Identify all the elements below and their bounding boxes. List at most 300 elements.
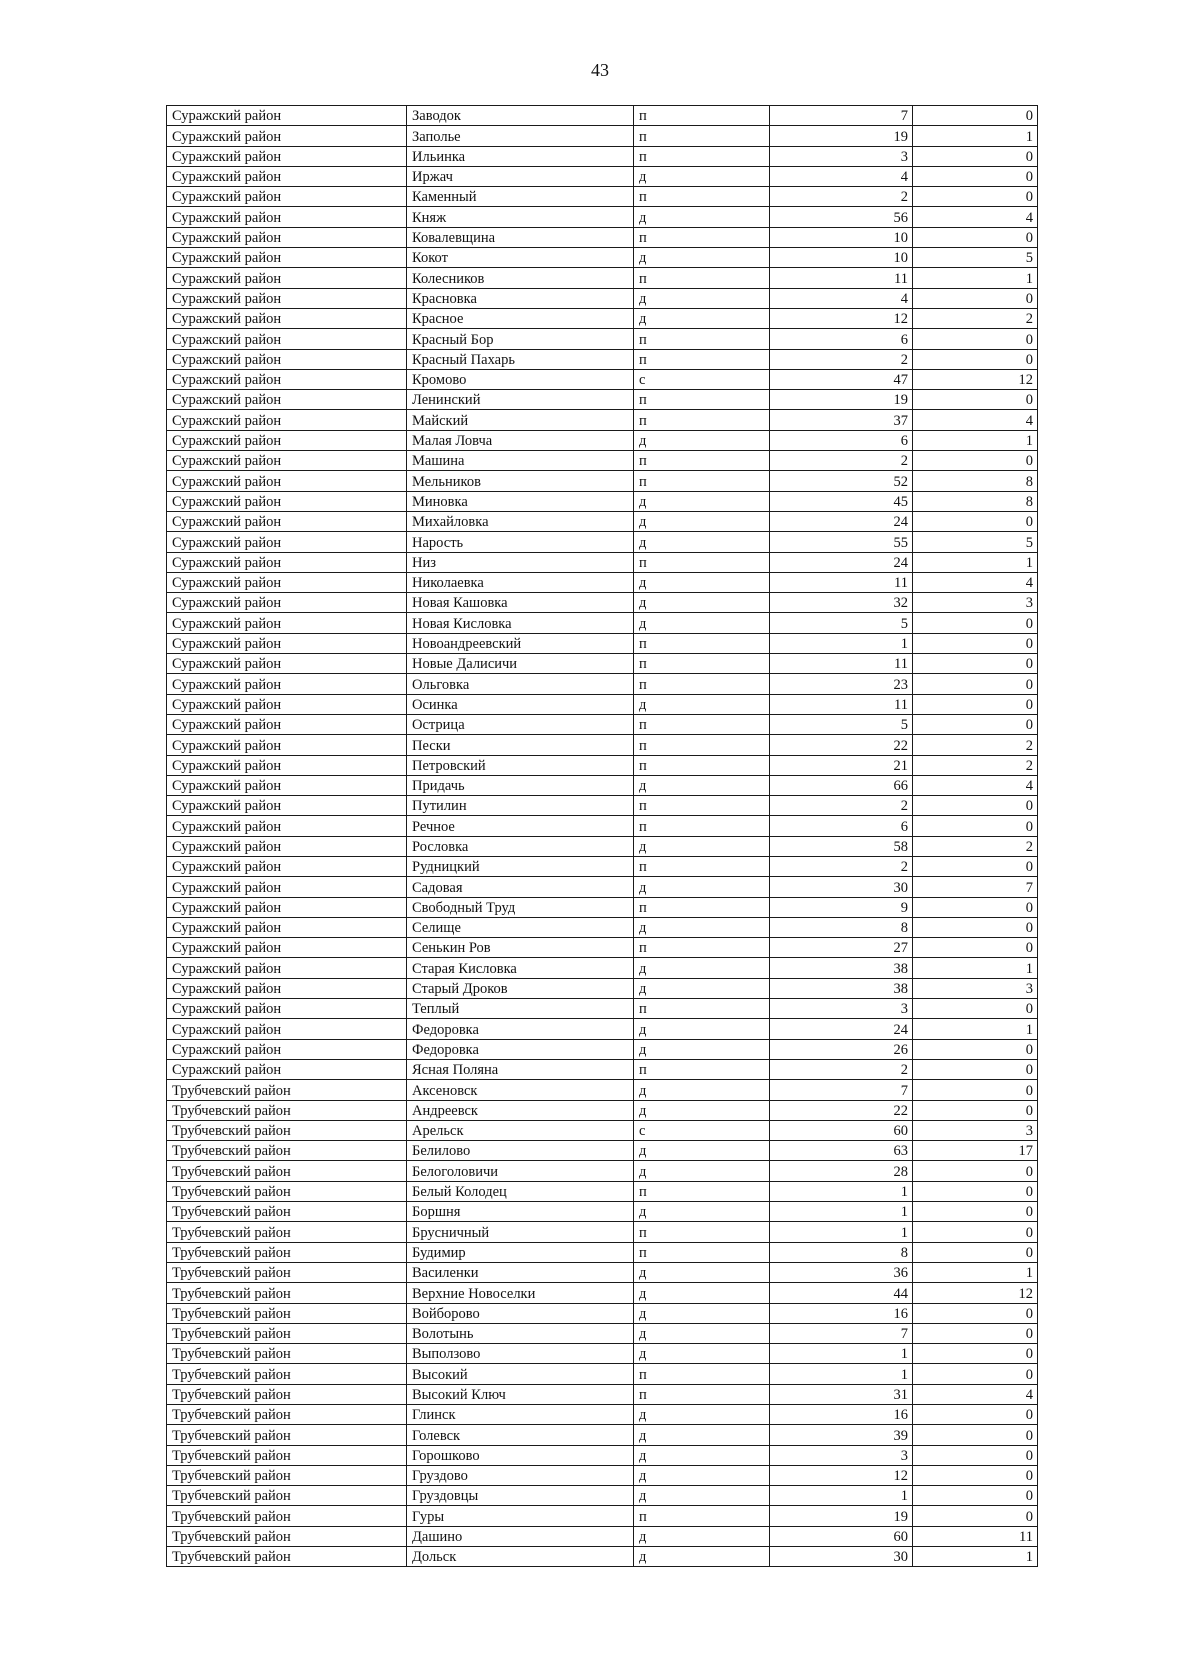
type-cell: п	[634, 410, 770, 430]
value-2-cell: 0	[913, 1405, 1038, 1425]
type-cell: п	[634, 349, 770, 369]
settlement-cell: Верхние Новоселки	[407, 1283, 634, 1303]
type-cell: п	[634, 735, 770, 755]
type-cell: д	[634, 511, 770, 531]
district-cell: Суражский район	[167, 593, 407, 613]
settlement-cell: Красное	[407, 308, 634, 328]
value-1-cell: 11	[770, 268, 913, 288]
district-cell: Трубчевский район	[167, 1100, 407, 1120]
settlement-cell: Красный Пахарь	[407, 349, 634, 369]
type-cell: п	[634, 552, 770, 572]
settlement-cell: Рословка	[407, 836, 634, 856]
table-row	[167, 451, 1038, 471]
settlement-cell: Дашино	[407, 1526, 634, 1546]
district-cell: Суражский район	[167, 227, 407, 247]
value-1-cell: 60	[770, 1120, 913, 1140]
value-2-cell: 0	[913, 187, 1038, 207]
settlement-cell: Острица	[407, 714, 634, 734]
type-cell: п	[634, 856, 770, 876]
value-2-cell: 0	[913, 917, 1038, 937]
settlement-cell: Красновка	[407, 288, 634, 308]
settlement-cell: Малая Ловча	[407, 430, 634, 450]
table-row	[167, 1181, 1038, 1201]
table-row	[167, 207, 1038, 227]
district-cell: Суражский район	[167, 268, 407, 288]
type-cell: д	[634, 572, 770, 592]
district-cell: Трубчевский район	[167, 1364, 407, 1384]
table-row	[167, 1445, 1038, 1465]
value-1-cell: 7	[770, 1080, 913, 1100]
value-1-cell: 56	[770, 207, 913, 227]
value-2-cell: 17	[913, 1141, 1038, 1161]
type-cell: д	[634, 593, 770, 613]
value-2-cell: 0	[913, 796, 1038, 816]
value-2-cell: 0	[913, 511, 1038, 531]
table-row	[167, 755, 1038, 775]
value-1-cell: 19	[770, 1506, 913, 1526]
value-1-cell: 10	[770, 248, 913, 268]
settlement-cell: Иржач	[407, 166, 634, 186]
settlement-cell: Придачь	[407, 775, 634, 795]
district-cell: Суражский район	[167, 674, 407, 694]
type-cell: д	[634, 775, 770, 795]
settlement-cell: Голевск	[407, 1425, 634, 1445]
type-cell: п	[634, 816, 770, 836]
settlement-cell: Ольговка	[407, 674, 634, 694]
value-2-cell: 8	[913, 491, 1038, 511]
settlement-cell: Миновка	[407, 491, 634, 511]
type-cell: с	[634, 1120, 770, 1140]
district-cell: Суражский район	[167, 126, 407, 146]
settlement-cell: Михайловка	[407, 511, 634, 531]
district-cell: Суражский район	[167, 1059, 407, 1079]
value-1-cell: 2	[770, 856, 913, 876]
table-row	[167, 288, 1038, 308]
value-2-cell: 0	[913, 227, 1038, 247]
type-cell: д	[634, 877, 770, 897]
district-cell: Суражский район	[167, 207, 407, 227]
type-cell: с	[634, 369, 770, 389]
table-row	[167, 1465, 1038, 1485]
settlement-cell: Горошково	[407, 1445, 634, 1465]
settlement-cell: Красный Бор	[407, 329, 634, 349]
type-cell: п	[634, 268, 770, 288]
value-1-cell: 6	[770, 430, 913, 450]
value-1-cell: 24	[770, 511, 913, 531]
value-1-cell: 21	[770, 755, 913, 775]
value-1-cell: 7	[770, 1323, 913, 1343]
table-row	[167, 1202, 1038, 1222]
table-row	[167, 1526, 1038, 1546]
settlement-cell: Старый Дроков	[407, 978, 634, 998]
district-cell: Суражский район	[167, 349, 407, 369]
district-cell: Суражский район	[167, 187, 407, 207]
type-cell: д	[634, 836, 770, 856]
district-cell: Суражский район	[167, 572, 407, 592]
settlement-cell: Арельск	[407, 1120, 634, 1140]
type-cell: д	[634, 1405, 770, 1425]
type-cell: п	[634, 999, 770, 1019]
settlement-cell: Свободный Труд	[407, 897, 634, 917]
table-row	[167, 471, 1038, 491]
settlement-cell: Дольск	[407, 1547, 634, 1567]
value-2-cell: 0	[913, 674, 1038, 694]
value-1-cell: 1	[770, 633, 913, 653]
value-1-cell: 30	[770, 1547, 913, 1567]
district-cell: Трубчевский район	[167, 1141, 407, 1161]
table-row	[167, 958, 1038, 978]
table-row	[167, 166, 1038, 186]
value-1-cell: 3	[770, 146, 913, 166]
value-1-cell: 26	[770, 1039, 913, 1059]
value-2-cell: 0	[913, 1425, 1038, 1445]
type-cell: д	[634, 694, 770, 714]
table-row	[167, 1405, 1038, 1425]
value-1-cell: 2	[770, 349, 913, 369]
district-cell: Суражский район	[167, 735, 407, 755]
table-row	[167, 1384, 1038, 1404]
table-row	[167, 491, 1038, 511]
settlement-cell: Рудницкий	[407, 856, 634, 876]
type-cell: д	[634, 978, 770, 998]
table-row	[167, 1141, 1038, 1161]
table-row	[167, 552, 1038, 572]
district-cell: Суражский район	[167, 897, 407, 917]
value-2-cell: 0	[913, 1100, 1038, 1120]
value-1-cell: 24	[770, 1019, 913, 1039]
value-2-cell: 0	[913, 166, 1038, 186]
value-1-cell: 11	[770, 694, 913, 714]
type-cell: д	[634, 308, 770, 328]
district-cell: Суражский район	[167, 511, 407, 531]
value-1-cell: 37	[770, 410, 913, 430]
value-1-cell: 16	[770, 1405, 913, 1425]
table-row	[167, 613, 1038, 633]
settlement-cell: Садовая	[407, 877, 634, 897]
value-2-cell: 4	[913, 775, 1038, 795]
value-1-cell: 6	[770, 329, 913, 349]
table-row	[167, 978, 1038, 998]
value-1-cell: 1	[770, 1181, 913, 1201]
type-cell: д	[634, 491, 770, 511]
district-cell: Суражский район	[167, 1039, 407, 1059]
value-1-cell: 39	[770, 1425, 913, 1445]
settlement-cell: Федоровка	[407, 1019, 634, 1039]
value-2-cell: 0	[913, 999, 1038, 1019]
table-row	[167, 1222, 1038, 1242]
value-2-cell: 0	[913, 1080, 1038, 1100]
settlement-cell: Селище	[407, 917, 634, 937]
district-cell: Суражский район	[167, 308, 407, 328]
district-cell: Трубчевский район	[167, 1445, 407, 1465]
type-cell: п	[634, 938, 770, 958]
value-1-cell: 22	[770, 735, 913, 755]
table-row	[167, 187, 1038, 207]
district-cell: Суражский район	[167, 633, 407, 653]
value-1-cell: 1	[770, 1486, 913, 1506]
value-2-cell: 3	[913, 978, 1038, 998]
table-row	[167, 1242, 1038, 1262]
value-2-cell: 0	[913, 288, 1038, 308]
table-row	[167, 938, 1038, 958]
value-1-cell: 38	[770, 958, 913, 978]
settlement-cell: Ковалевщина	[407, 227, 634, 247]
settlement-cell: Сенькин Ров	[407, 938, 634, 958]
value-2-cell: 2	[913, 308, 1038, 328]
type-cell: п	[634, 471, 770, 491]
type-cell: п	[634, 633, 770, 653]
value-2-cell: 0	[913, 1161, 1038, 1181]
value-1-cell: 52	[770, 471, 913, 491]
value-2-cell: 0	[913, 390, 1038, 410]
district-cell: Трубчевский район	[167, 1161, 407, 1181]
table-row	[167, 775, 1038, 795]
value-2-cell: 0	[913, 856, 1038, 876]
value-2-cell: 0	[913, 1364, 1038, 1384]
type-cell: д	[634, 1526, 770, 1546]
value-1-cell: 8	[770, 917, 913, 937]
value-2-cell: 3	[913, 593, 1038, 613]
value-2-cell: 12	[913, 369, 1038, 389]
type-cell: д	[634, 1547, 770, 1567]
type-cell: д	[634, 288, 770, 308]
district-cell: Суражский район	[167, 694, 407, 714]
type-cell: п	[634, 390, 770, 410]
type-cell: д	[634, 248, 770, 268]
table-row	[167, 126, 1038, 146]
settlement-cell: Аксеновск	[407, 1080, 634, 1100]
value-2-cell: 0	[913, 1181, 1038, 1201]
type-cell: д	[634, 1486, 770, 1506]
settlement-cell: Майский	[407, 410, 634, 430]
district-cell: Трубчевский район	[167, 1547, 407, 1567]
table-row	[167, 146, 1038, 166]
value-2-cell: 0	[913, 816, 1038, 836]
table-row	[167, 1120, 1038, 1140]
district-cell: Суражский район	[167, 938, 407, 958]
type-cell: д	[634, 1262, 770, 1282]
value-2-cell: 0	[913, 1202, 1038, 1222]
type-cell: д	[634, 1080, 770, 1100]
table-row	[167, 1547, 1038, 1567]
type-cell: д	[634, 1303, 770, 1323]
district-cell: Суражский район	[167, 613, 407, 633]
district-cell: Суражский район	[167, 714, 407, 734]
value-1-cell: 55	[770, 532, 913, 552]
district-cell: Суражский район	[167, 856, 407, 876]
settlement-cell: Белый Колодец	[407, 1181, 634, 1201]
value-1-cell: 12	[770, 1465, 913, 1485]
value-1-cell: 44	[770, 1283, 913, 1303]
table-row	[167, 1161, 1038, 1181]
type-cell: п	[634, 1059, 770, 1079]
table-row	[167, 268, 1038, 288]
value-1-cell: 4	[770, 166, 913, 186]
table-row	[167, 308, 1038, 328]
district-cell: Суражский район	[167, 248, 407, 268]
value-1-cell: 22	[770, 1100, 913, 1120]
table-row	[167, 511, 1038, 531]
district-cell: Трубчевский район	[167, 1222, 407, 1242]
value-2-cell: 2	[913, 755, 1038, 775]
type-cell: п	[634, 1242, 770, 1262]
value-1-cell: 10	[770, 227, 913, 247]
district-cell: Трубчевский район	[167, 1242, 407, 1262]
settlement-cell: Ясная Поляна	[407, 1059, 634, 1079]
table-row	[167, 572, 1038, 592]
district-cell: Суражский район	[167, 552, 407, 572]
district-cell: Суражский район	[167, 288, 407, 308]
type-cell: д	[634, 1344, 770, 1364]
type-cell: д	[634, 1323, 770, 1343]
value-1-cell: 4	[770, 288, 913, 308]
value-1-cell: 45	[770, 491, 913, 511]
value-2-cell: 0	[913, 1059, 1038, 1079]
district-cell: Суражский район	[167, 755, 407, 775]
type-cell: п	[634, 1222, 770, 1242]
settlement-cell: Высокий Ключ	[407, 1384, 634, 1404]
settlement-cell: Войборово	[407, 1303, 634, 1323]
settlement-cell: Николаевка	[407, 572, 634, 592]
district-cell: Трубчевский район	[167, 1526, 407, 1546]
settlement-cell: Осинка	[407, 694, 634, 714]
district-cell: Суражский район	[167, 877, 407, 897]
type-cell: п	[634, 146, 770, 166]
type-cell: д	[634, 1425, 770, 1445]
value-2-cell: 11	[913, 1526, 1038, 1546]
value-2-cell: 0	[913, 938, 1038, 958]
district-cell: Трубчевский район	[167, 1181, 407, 1201]
value-1-cell: 6	[770, 816, 913, 836]
table-row	[167, 897, 1038, 917]
type-cell: п	[634, 796, 770, 816]
table-row	[167, 390, 1038, 410]
value-2-cell: 0	[913, 349, 1038, 369]
value-2-cell: 0	[913, 329, 1038, 349]
value-1-cell: 30	[770, 877, 913, 897]
district-cell: Суражский район	[167, 471, 407, 491]
type-cell: д	[634, 1283, 770, 1303]
table-body	[167, 106, 1038, 1567]
value-2-cell: 2	[913, 836, 1038, 856]
district-cell: Суражский район	[167, 796, 407, 816]
district-cell: Суражский район	[167, 978, 407, 998]
table-row	[167, 1303, 1038, 1323]
settlement-cell: Андреевск	[407, 1100, 634, 1120]
settlement-cell: Гуры	[407, 1506, 634, 1526]
value-1-cell: 28	[770, 1161, 913, 1181]
type-cell: д	[634, 1141, 770, 1161]
settlement-cell: Новая Кашовка	[407, 593, 634, 613]
value-2-cell: 5	[913, 532, 1038, 552]
settlement-cell: Колесников	[407, 268, 634, 288]
settlement-cell: Боршня	[407, 1202, 634, 1222]
district-cell: Суражский район	[167, 816, 407, 836]
value-2-cell: 0	[913, 1039, 1038, 1059]
value-2-cell: 1	[913, 1547, 1038, 1567]
value-1-cell: 11	[770, 654, 913, 674]
table-row	[167, 369, 1038, 389]
type-cell: д	[634, 1019, 770, 1039]
value-1-cell: 2	[770, 796, 913, 816]
value-2-cell: 2	[913, 735, 1038, 755]
page-number: 43	[591, 60, 609, 80]
table-row	[167, 349, 1038, 369]
settlement-cell: Белоголовичи	[407, 1161, 634, 1181]
table-row	[167, 1039, 1038, 1059]
district-cell: Суражский район	[167, 654, 407, 674]
settlement-cell: Заводок	[407, 106, 634, 126]
table-row	[167, 1059, 1038, 1079]
district-cell: Суражский район	[167, 369, 407, 389]
table-row	[167, 1506, 1038, 1526]
type-cell: п	[634, 654, 770, 674]
type-cell: п	[634, 329, 770, 349]
settlement-cell: Новые Далисичи	[407, 654, 634, 674]
district-cell: Трубчевский район	[167, 1120, 407, 1140]
settlement-cell: Путилин	[407, 796, 634, 816]
value-2-cell: 4	[913, 1384, 1038, 1404]
value-2-cell: 1	[913, 430, 1038, 450]
value-2-cell: 1	[913, 1019, 1038, 1039]
table-row	[167, 633, 1038, 653]
value-1-cell: 31	[770, 1384, 913, 1404]
settlement-cell: Старая Кисловка	[407, 958, 634, 978]
value-2-cell: 0	[913, 694, 1038, 714]
value-2-cell: 1	[913, 1262, 1038, 1282]
district-cell: Трубчевский район	[167, 1425, 407, 1445]
table-row	[167, 1364, 1038, 1384]
value-1-cell: 47	[770, 369, 913, 389]
value-2-cell: 0	[913, 1506, 1038, 1526]
table-row	[167, 735, 1038, 755]
district-cell: Суражский район	[167, 1019, 407, 1039]
table-row	[167, 1080, 1038, 1100]
value-1-cell: 60	[770, 1526, 913, 1546]
settlement-cell: Ильинка	[407, 146, 634, 166]
settlement-cell: Глинск	[407, 1405, 634, 1425]
value-2-cell: 0	[913, 1222, 1038, 1242]
value-1-cell: 1	[770, 1344, 913, 1364]
type-cell: п	[634, 714, 770, 734]
district-cell: Трубчевский район	[167, 1465, 407, 1485]
type-cell: д	[634, 532, 770, 552]
value-2-cell: 0	[913, 106, 1038, 126]
settlement-cell: Будимир	[407, 1242, 634, 1262]
value-2-cell: 0	[913, 1303, 1038, 1323]
type-cell: п	[634, 1181, 770, 1201]
settlement-cell: Кромово	[407, 369, 634, 389]
table-row	[167, 1019, 1038, 1039]
value-1-cell: 58	[770, 836, 913, 856]
settlement-cell: Ленинский	[407, 390, 634, 410]
value-1-cell: 5	[770, 714, 913, 734]
district-cell: Трубчевский район	[167, 1486, 407, 1506]
value-1-cell: 5	[770, 613, 913, 633]
table-row	[167, 714, 1038, 734]
settlements-table	[166, 105, 1038, 1567]
value-2-cell: 5	[913, 248, 1038, 268]
value-2-cell: 0	[913, 613, 1038, 633]
settlement-cell: Нарость	[407, 532, 634, 552]
value-2-cell: 0	[913, 146, 1038, 166]
value-2-cell: 3	[913, 1120, 1038, 1140]
type-cell: п	[634, 1364, 770, 1384]
table-row	[167, 917, 1038, 937]
value-1-cell: 2	[770, 451, 913, 471]
type-cell: д	[634, 1465, 770, 1485]
district-cell: Суражский район	[167, 958, 407, 978]
